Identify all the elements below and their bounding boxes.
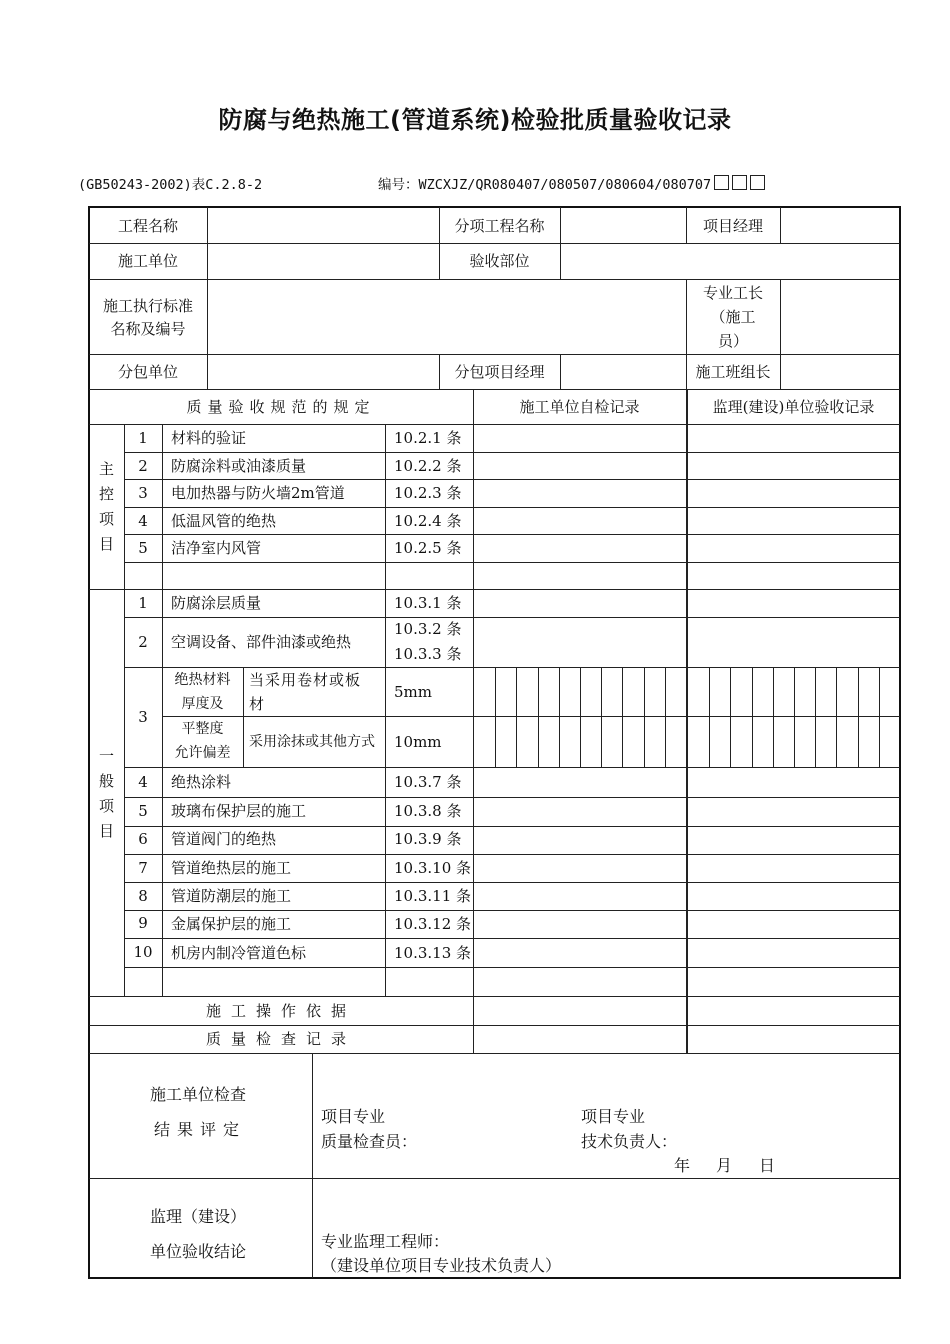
- document-title: 防腐与绝热施工(管道系统)检验批质量验收记录: [218, 106, 732, 134]
- main-item-no: 2: [138, 457, 148, 475]
- code-box-1[interactable]: [714, 175, 729, 190]
- supervisor-engineer-note: （建设单位项目专业技术负责人）: [321, 1256, 562, 1275]
- tech-lead-label-2: 技术负责人：: [581, 1132, 678, 1151]
- construction-unit-label: 施工单位: [117, 252, 178, 270]
- measurement-grid-line: [836, 667, 837, 767]
- sub-manager-label: 分包项目经理: [454, 363, 545, 381]
- coating-method-label: 采用涂抹或其他方式: [249, 734, 375, 750]
- project-manager-label: 项目经理: [702, 217, 763, 235]
- general-item-no: 10: [133, 943, 153, 961]
- measurement-grid-line: [559, 667, 560, 767]
- main-item-name: 防腐涂料或油漆质量: [171, 457, 307, 475]
- supervisor-engineer-label: 专业监理工程师：: [321, 1232, 450, 1251]
- measurement-grid-line: [601, 667, 602, 767]
- code-box-2[interactable]: [732, 175, 747, 190]
- general-item-clause: 10.3.9 条: [394, 830, 462, 848]
- general-item-name: 防腐涂层质量: [171, 594, 262, 612]
- general-item-no: 2: [138, 633, 148, 651]
- foreman-label-2: （施工: [710, 308, 756, 326]
- general-label-3: 项: [98, 797, 114, 815]
- general-item-no: 3: [138, 708, 148, 726]
- general-item-name: 绝热涂料: [171, 773, 232, 791]
- main-item-clause: 10.2.3 条: [394, 484, 462, 502]
- general-item-name: 金属保护层的施工: [171, 915, 292, 933]
- general-item-clause: 10.3.11 条: [394, 887, 472, 905]
- measurement-grid-line: [665, 667, 666, 767]
- thickness-label-2: 厚度及: [181, 696, 224, 712]
- main-item-clause: 10.2.2 条: [394, 457, 462, 475]
- conclusion-label-1: 监理（建设）: [150, 1207, 247, 1226]
- general-item-clause: 10.3.8 条: [394, 802, 462, 820]
- general-item-no: 1: [138, 594, 148, 612]
- code-label: 编号：: [378, 177, 419, 193]
- measurement-grid-line: [794, 667, 795, 767]
- roll-material-value: 5mm: [394, 683, 432, 701]
- main-item-name: 低温风管的绝热: [171, 512, 277, 530]
- coating-method-value: 10mm: [394, 733, 442, 751]
- general-item-clause-2: 10.3.3 条: [394, 645, 462, 663]
- main-item-clause: 10.2.5 条: [394, 539, 462, 557]
- standard-name-label-2: 名称及编号: [110, 320, 186, 338]
- measurement-grid-line: [516, 667, 517, 767]
- general-item-no: 7: [138, 859, 148, 877]
- general-item-name: 空调设备、部件油漆或绝热: [171, 633, 352, 651]
- general-item-no: 8: [138, 887, 148, 905]
- standard-reference: (GB50243-2002)表C.2.8-2: [78, 177, 263, 193]
- general-item-clause: 10.3.13 条: [394, 944, 472, 962]
- general-item-no: 4: [138, 773, 148, 791]
- inspector-label-1: 项目专业: [321, 1107, 386, 1126]
- foreman-label-1: 专业工长: [702, 284, 763, 302]
- inspector-label-2: 质量检查员：: [321, 1132, 418, 1151]
- date-month: 月: [716, 1156, 733, 1175]
- measurement-grid-line: [580, 667, 581, 767]
- code-box-3[interactable]: [750, 175, 765, 190]
- measurement-grid-line: [538, 667, 539, 767]
- foreman-label-3: 员）: [717, 332, 748, 350]
- general-item-clause: 10.3.12 条: [394, 915, 472, 933]
- general-item-name: 管道阀门的绝热: [171, 830, 277, 848]
- measurement-grid-line: [495, 667, 496, 767]
- general-item-name: 玻璃布保护层的施工: [171, 802, 307, 820]
- sub-project-name-label: 分项工程名称: [454, 217, 545, 235]
- thickness-label-1: 绝热材料: [174, 672, 231, 688]
- team-leader-label: 施工班组长: [695, 363, 771, 381]
- inspection-record-label: 质量检查记录: [205, 1030, 356, 1048]
- main-item-name: 材料的验证: [171, 429, 247, 447]
- code-value: WZCXJZ/QR080407/080507/080604/080707: [418, 177, 712, 193]
- general-item-clause-1: 10.3.2 条: [394, 620, 462, 638]
- general-item-name: 管道绝热层的施工: [171, 859, 292, 877]
- main-item-no: 5: [138, 539, 148, 557]
- main-item-no: 3: [138, 484, 148, 502]
- thickness-label-4: 允许偏差: [174, 745, 231, 761]
- tech-lead-label-1: 项目专业: [581, 1107, 646, 1126]
- self-check-column-header: 施工单位自检记录: [519, 398, 640, 416]
- document-code: [378, 173, 765, 193]
- project-name-label: 工程名称: [117, 217, 178, 235]
- date-year: 年: [674, 1156, 691, 1175]
- measurement-grid-line: [644, 667, 645, 767]
- supervision-column-header: 监理(建设)单位验收记录: [712, 398, 875, 416]
- main-item-no: 4: [138, 512, 148, 530]
- general-label-1: 一: [98, 747, 114, 765]
- roll-material-label-2: 材: [249, 695, 265, 713]
- roll-material-label-1: 当采用卷材或板: [249, 671, 362, 689]
- measurement-grid-line: [773, 667, 774, 767]
- general-item-clause: 10.3.1 条: [394, 594, 462, 612]
- measurement-grid-line: [730, 667, 731, 767]
- general-item-name: 机房内制冷管道色标: [171, 944, 307, 962]
- measurement-grid-line: [709, 667, 710, 767]
- general-item-name: 管道防潮层的施工: [171, 887, 292, 905]
- general-item-no: 9: [138, 914, 148, 932]
- acceptance-part-label: 验收部位: [469, 252, 530, 270]
- thickness-label-3: 平整度: [181, 721, 224, 737]
- main-item-name: 洁净室内风管: [171, 539, 262, 557]
- main-item-clause: 10.2.4 条: [394, 512, 462, 530]
- main-control-label-1: 主: [98, 460, 114, 478]
- main-control-label-2: 控: [98, 485, 114, 503]
- general-item-clause: 10.3.7 条: [394, 773, 462, 791]
- result-label-1: 施工单位检查: [150, 1085, 247, 1104]
- measurement-grid-line: [622, 667, 623, 767]
- main-control-label-3: 项: [98, 510, 114, 528]
- measurement-grid-line: [879, 667, 880, 767]
- main-item-name: 电加热器与防火墙2m管道: [171, 484, 345, 502]
- operation-basis-label: 施工操作依据: [205, 1002, 356, 1020]
- main-item-no: 1: [138, 429, 148, 447]
- standard-name-label-1: 施工执行标准: [102, 297, 193, 315]
- conclusion-label-2: 单位验收结论: [150, 1242, 247, 1261]
- subcontractor-label: 分包单位: [117, 363, 178, 381]
- main-control-label-4: 目: [98, 535, 114, 553]
- general-item-no: 5: [138, 802, 148, 820]
- general-label-2: 般: [98, 772, 114, 790]
- spec-column-header: 质量验收规范的规定: [186, 398, 376, 416]
- general-item-no: 6: [138, 830, 148, 848]
- measurement-grid-line: [815, 667, 816, 767]
- date-day: 日: [759, 1156, 776, 1175]
- measurement-grid-line: [858, 667, 859, 767]
- main-item-clause: 10.2.1 条: [394, 429, 462, 447]
- general-item-clause: 10.3.10 条: [394, 859, 472, 877]
- result-label-2: 结果评定: [154, 1120, 247, 1139]
- general-label-4: 目: [98, 822, 114, 840]
- measurement-grid-line: [752, 667, 753, 767]
